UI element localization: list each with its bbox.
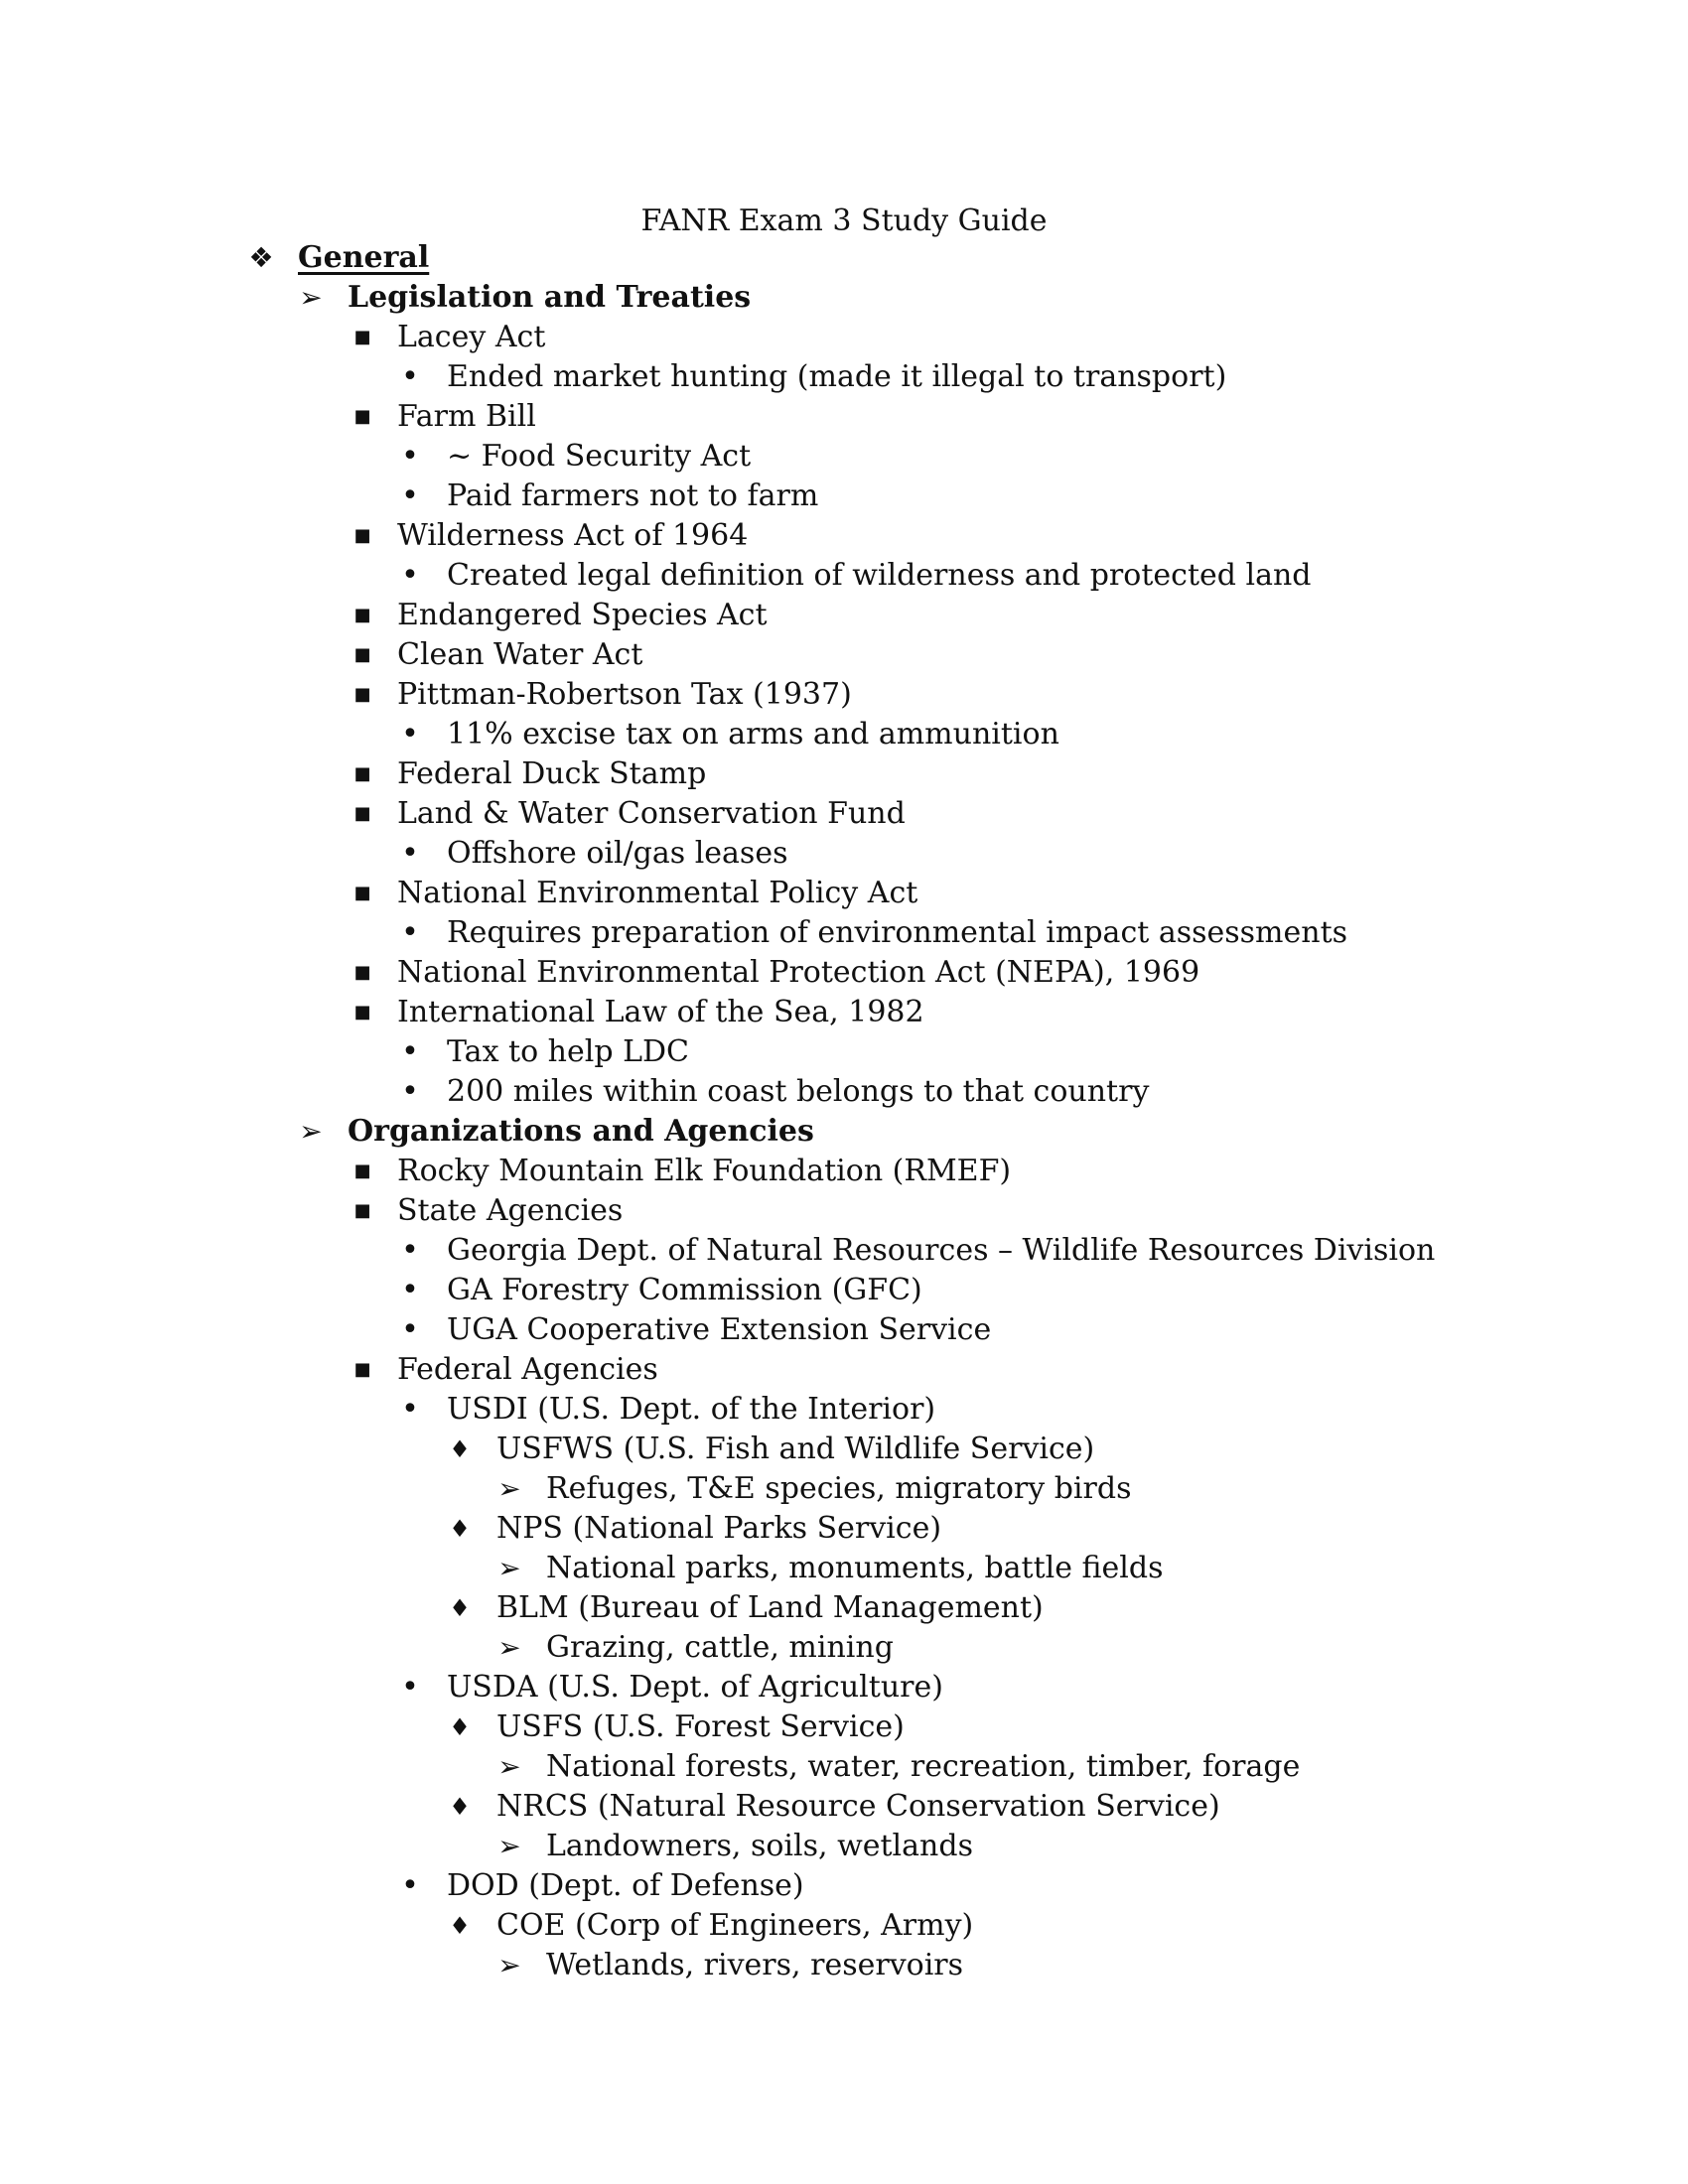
bullet-icon: ■ xyxy=(353,962,371,983)
bullet-icon: • xyxy=(401,1868,419,1903)
outline-sub-detail-row xyxy=(0,1906,1688,1946)
outline-sub-detail-text: USFWS (U.S. Fish and Wildlife Service) xyxy=(496,1432,1095,1466)
outline-item-text: Farm Bill xyxy=(397,399,536,434)
outline-item-row xyxy=(0,1350,1688,1390)
bullet-icon: • xyxy=(401,1670,419,1705)
outline-note-row xyxy=(0,1469,1688,1509)
outline-note-row xyxy=(0,1946,1688,1985)
bullet-icon: • xyxy=(401,359,419,394)
outline-item-text: Lacey Act xyxy=(397,320,546,354)
outline-sub-detail-row xyxy=(0,1787,1688,1827)
bullet-icon: • xyxy=(401,1233,419,1268)
outline-note-text: Refuges, T&E species, migratory birds xyxy=(546,1471,1132,1506)
outline-note-text: Landowners, soils, wetlands xyxy=(546,1829,973,1863)
outline-item-text: Pittman-Robertson Tax (1937) xyxy=(397,677,852,712)
outline-detail-text: Tax to help LDC xyxy=(447,1034,690,1069)
outline-item-text: Federal Agencies xyxy=(397,1352,658,1387)
outline-note-row xyxy=(0,1549,1688,1588)
outline-section-heading-row xyxy=(0,238,1688,278)
bullet-icon: ■ xyxy=(353,525,371,546)
bullet-icon: ❖ xyxy=(248,241,274,274)
outline-note-text: Grazing, cattle, mining xyxy=(546,1630,894,1665)
outline-sub-detail-text: COE (Corp of Engineers, Army) xyxy=(496,1908,974,1943)
outline-subsection-heading-text: Legislation and Treaties xyxy=(348,280,752,315)
bullet-icon: • xyxy=(401,1392,419,1427)
outline-detail-row xyxy=(0,1231,1688,1271)
bullet-icon: ♦ xyxy=(449,1912,471,1940)
outline-detail-text: 11% excise tax on arms and ammunition xyxy=(447,717,1059,751)
outline-sub-detail-text: NPS (National Parks Service) xyxy=(496,1511,942,1546)
bullet-icon: • xyxy=(401,439,419,474)
bullet-icon: ♦ xyxy=(449,1594,471,1622)
bullet-icon: • xyxy=(401,717,419,751)
outline-note-row xyxy=(0,1628,1688,1668)
outline-detail-row xyxy=(0,1271,1688,1310)
outline-detail-row xyxy=(0,1032,1688,1072)
outline-detail-row xyxy=(0,357,1688,397)
bullet-icon: ➢ xyxy=(497,1750,521,1783)
bullet-icon: ■ xyxy=(353,1200,371,1221)
bullet-icon: ➢ xyxy=(299,281,323,314)
bullet-icon: • xyxy=(401,1074,419,1109)
bullet-icon: ➢ xyxy=(497,1830,521,1862)
outline-detail-text: USDI (U.S. Dept. of the Interior) xyxy=(447,1392,936,1427)
outline-detail-text: UGA Cooperative Extension Service xyxy=(447,1312,992,1347)
outline-item-row xyxy=(0,516,1688,556)
bullet-icon: ➢ xyxy=(497,1949,521,1981)
outline-detail-text: Georgia Dept. of Natural Resources – Wildlife Resources Division xyxy=(447,1233,1436,1268)
outline-item-text: Clean Water Act xyxy=(397,637,643,672)
outline-detail-text: Offshore oil/gas leases xyxy=(447,836,788,871)
outline-detail-text: Requires preparation of environmental impact assessments xyxy=(447,915,1348,950)
outline-item-row xyxy=(0,754,1688,794)
document-title: FANR Exam 3 Study Guide xyxy=(640,204,1048,238)
outline-note-text: National parks, monuments, battle fields xyxy=(546,1551,1164,1585)
outline-item-row xyxy=(0,318,1688,357)
outline-detail-row xyxy=(0,913,1688,953)
outline-item-text: Rocky Mountain Elk Foundation (RMEF) xyxy=(397,1154,1012,1188)
outline-detail-row xyxy=(0,477,1688,516)
bullet-icon: ■ xyxy=(353,1160,371,1181)
bullet-icon: • xyxy=(401,1312,419,1347)
bullet-icon: ➢ xyxy=(299,1115,323,1148)
outline-item-row xyxy=(0,635,1688,675)
bullet-icon: ♦ xyxy=(449,1435,471,1463)
outline-sub-detail-row xyxy=(0,1588,1688,1628)
outline-sub-detail-text: BLM (Bureau of Land Management) xyxy=(496,1590,1044,1625)
outline-subsection-heading-row xyxy=(0,1112,1688,1152)
outline-detail-row xyxy=(0,715,1688,754)
outline-sub-detail-row xyxy=(0,1430,1688,1469)
outline-item-row xyxy=(0,993,1688,1032)
bullet-icon: ■ xyxy=(353,1002,371,1023)
outline-detail-row xyxy=(0,437,1688,477)
outline-detail-text: Ended market hunting (made it illegal to transport) xyxy=(447,359,1227,394)
bullet-icon: • xyxy=(401,1034,419,1069)
outline-detail-text: Created legal definition of wilderness and protected land xyxy=(447,558,1312,593)
bullet-icon: • xyxy=(401,558,419,593)
bullet-icon: ■ xyxy=(353,605,371,625)
bullet-icon: ■ xyxy=(353,763,371,784)
outline-note-text: National forests, water, recreation, timber, forage xyxy=(546,1749,1301,1784)
outline-detail-row xyxy=(0,834,1688,874)
outline-detail-row xyxy=(0,1072,1688,1112)
outline-item-row xyxy=(0,874,1688,913)
bullet-icon: ➢ xyxy=(497,1631,521,1664)
bullet-icon: ♦ xyxy=(449,1515,471,1543)
outline-note-row xyxy=(0,1827,1688,1866)
outline-detail-text: GA Forestry Commission (GFC) xyxy=(447,1273,922,1307)
outline-detail-text: DOD (Dept. of Defense) xyxy=(447,1868,804,1903)
outline-item-text: State Agencies xyxy=(397,1193,624,1228)
outline-item-row xyxy=(0,596,1688,635)
bullet-icon: • xyxy=(401,915,419,950)
outline-item-text: National Environmental Protection Act (NEPA), 1969 xyxy=(397,955,1200,990)
outline-item-text: Federal Duck Stamp xyxy=(397,756,707,791)
bullet-icon: ■ xyxy=(353,684,371,705)
outline-sub-detail-row xyxy=(0,1509,1688,1549)
outline-sub-detail-text: NRCS (Natural Resource Conservation Service) xyxy=(496,1789,1220,1824)
outline-item-row xyxy=(0,397,1688,437)
bullet-icon: ■ xyxy=(353,327,371,347)
outline-detail-row xyxy=(0,1668,1688,1707)
outline-subsection-heading-text: Organizations and Agencies xyxy=(348,1114,814,1149)
outline-item-text: Land & Water Conservation Fund xyxy=(397,796,906,831)
outline-detail-text: ~ Food Security Act xyxy=(447,439,752,474)
bullet-icon: • xyxy=(401,1273,419,1307)
outline-detail-row xyxy=(0,1310,1688,1350)
bullet-icon: ■ xyxy=(353,406,371,427)
outline-item-text: International Law of the Sea, 1982 xyxy=(397,995,924,1029)
outline-item-row xyxy=(0,794,1688,834)
outline-item-row xyxy=(0,953,1688,993)
bullet-icon: ■ xyxy=(353,883,371,903)
bullet-icon: ■ xyxy=(353,1359,371,1380)
bullet-icon: ■ xyxy=(353,803,371,824)
bullet-icon: • xyxy=(401,478,419,513)
outline-item-row xyxy=(0,675,1688,715)
outline-subsection-heading-row xyxy=(0,278,1688,318)
outline-item-text: National Environmental Policy Act xyxy=(397,876,918,910)
outline-detail-text: USDA (U.S. Dept. of Agriculture) xyxy=(447,1670,943,1705)
bullet-icon: • xyxy=(401,836,419,871)
outline-detail-text: Paid farmers not to farm xyxy=(447,478,819,513)
outline-sub-detail-text: USFS (U.S. Forest Service) xyxy=(496,1709,905,1744)
bullet-icon: ♦ xyxy=(449,1793,471,1821)
bullet-icon: ➢ xyxy=(497,1552,521,1584)
outline-item-row xyxy=(0,1152,1688,1191)
outline-note-row xyxy=(0,1747,1688,1787)
outline-item-text: Endangered Species Act xyxy=(397,598,768,632)
outline-detail-row xyxy=(0,556,1688,596)
outline-sub-detail-row xyxy=(0,1707,1688,1747)
bullet-icon: ♦ xyxy=(449,1713,471,1741)
outline-detail-text: 200 miles within coast belongs to that country xyxy=(447,1074,1150,1109)
outline-item-text: Wilderness Act of 1964 xyxy=(397,518,749,553)
outline-detail-row xyxy=(0,1866,1688,1906)
bullet-icon: ■ xyxy=(353,644,371,665)
outline-note-text: Wetlands, rivers, reservoirs xyxy=(546,1948,964,1982)
outline-item-row xyxy=(0,1191,1688,1231)
outline-detail-row xyxy=(0,1390,1688,1430)
outline-section-heading-text: General xyxy=(298,240,430,275)
bullet-icon: ➢ xyxy=(497,1472,521,1505)
